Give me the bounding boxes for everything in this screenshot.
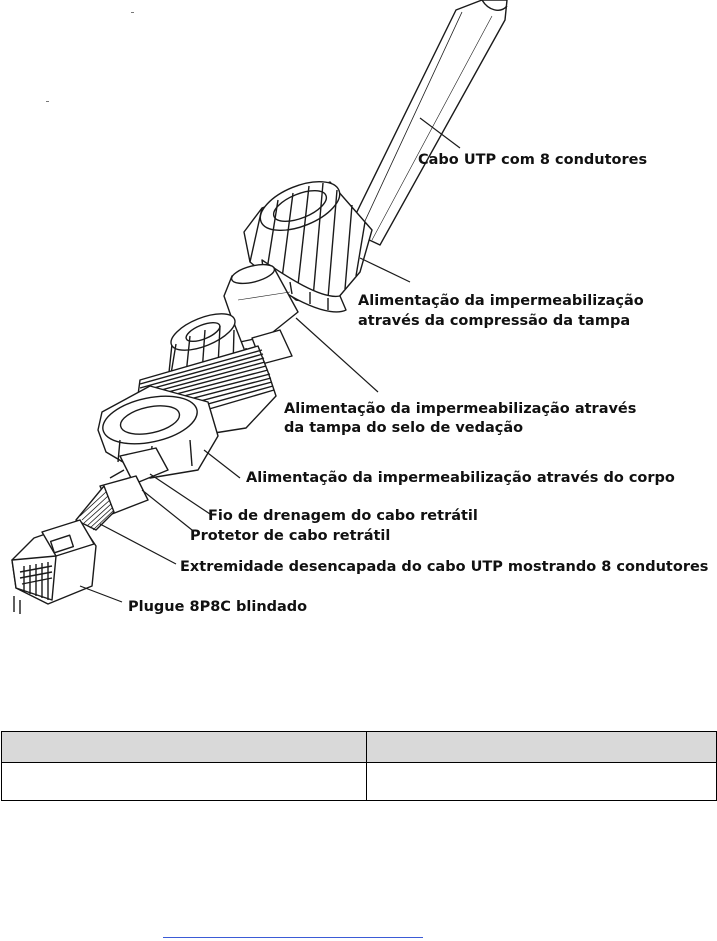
table-cell: [2, 763, 367, 801]
label-cable: Cabo UTP com 8 condutores: [418, 152, 648, 168]
table-header-row: [2, 732, 717, 763]
label-plug: Plugue 8P8C blindado: [128, 599, 308, 615]
label-drain: Fio de drenagem do cabo retrátil: [208, 508, 478, 524]
label-seal-line2: da tampa do selo de vedação: [284, 420, 524, 436]
leader-cap: [360, 258, 410, 282]
label-cap-line1: Alimentação da impermeabilização: [358, 293, 644, 309]
table-row: [2, 763, 717, 801]
leader-seal: [296, 318, 378, 392]
leader-stripped: [100, 524, 176, 564]
scan-speck: [46, 101, 49, 102]
label-body: Alimentação da impermeabilização através do corpo: [246, 470, 675, 486]
table-header-cell: [2, 732, 367, 763]
leader-drain: [150, 474, 210, 514]
shielded-8p8c-plug: [12, 520, 96, 614]
table-cell: [367, 763, 717, 801]
leader-protector: [142, 490, 192, 530]
label-cap-line2: através da compressão da tampa: [358, 313, 631, 329]
label-stripped: Extremidade desencapada do cabo UTP mostrando 8 condutores: [180, 559, 709, 575]
leader-plug: [80, 586, 122, 602]
scan-speck: [131, 12, 134, 13]
spec-table: [1, 731, 717, 801]
label-seal-line1: Alimentação da impermeabilização através: [284, 401, 637, 417]
table-header-cell: [367, 732, 717, 763]
label-protector: Protetor de cabo retrátil: [190, 528, 391, 544]
link-underline[interactable]: [163, 937, 423, 938]
leader-body: [204, 450, 240, 478]
stripped-cable-end: [76, 448, 168, 530]
utp-cable: [348, 0, 507, 245]
